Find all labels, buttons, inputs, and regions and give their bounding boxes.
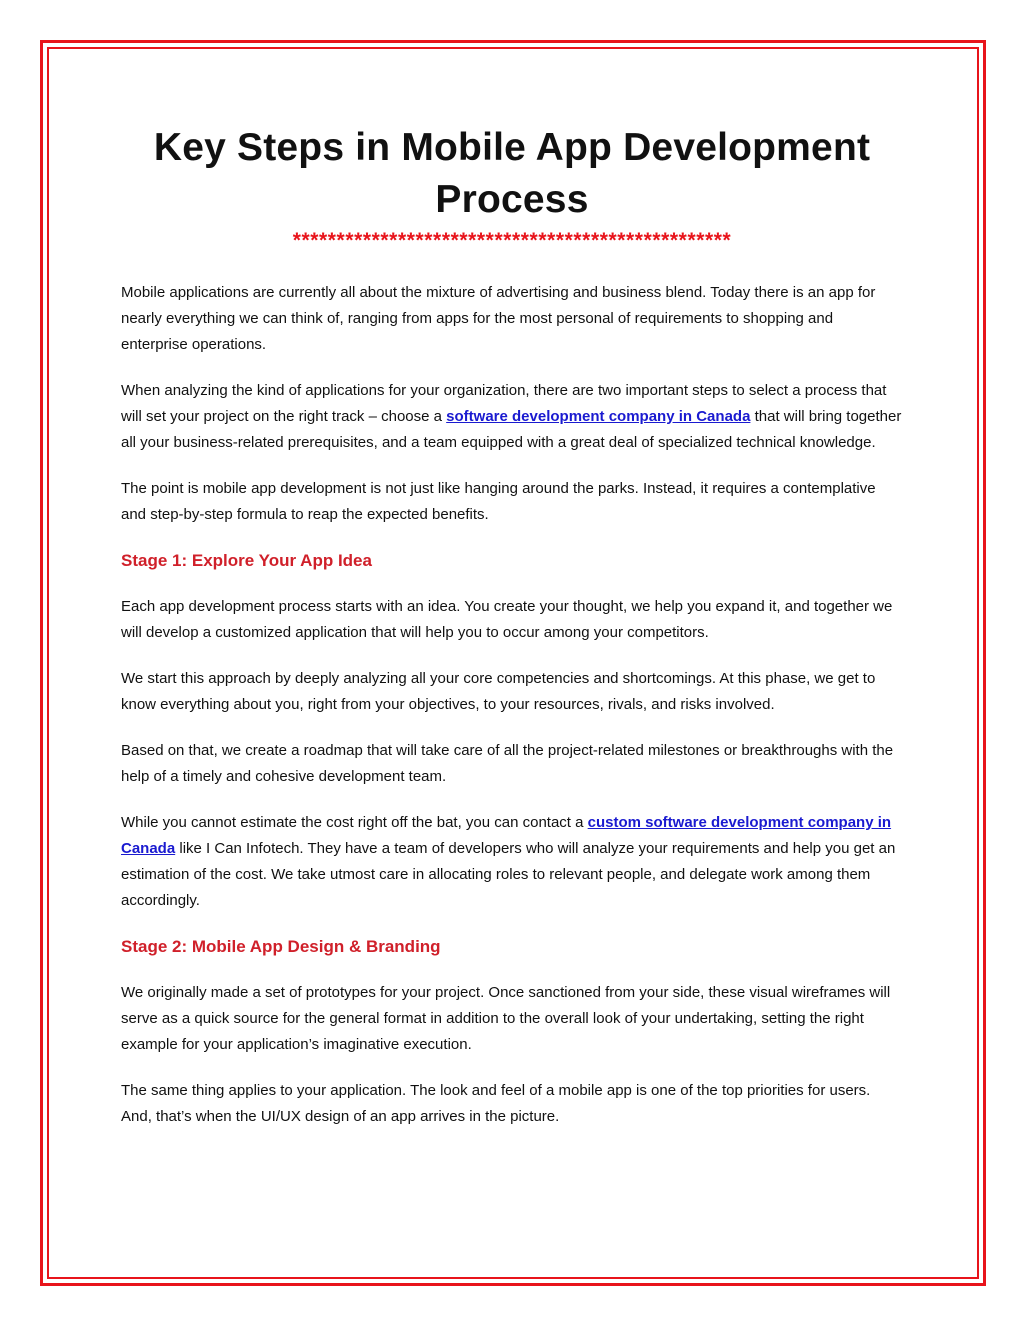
paragraph-intro: Mobile applications are currently all about the mixture of advertising and business blend. Today there is an app for nearly everything we can think of, ranging from apps for the most personal of requirements to shopping and enterprise operations. (121, 284, 876, 353)
paragraph-cost (121, 810, 903, 914)
paragraph-analyzing (121, 378, 903, 456)
title-divider: ************************************************** (292, 229, 732, 252)
paragraph-approach: We start this approach by deeply analyzing all your core competencies and shortcomings. At this phase, we get to know everything about you, right from your objectives, to your resources, rivals, and risks involved. (121, 670, 876, 713)
custom-software-development-link[interactable]: custom software development company in Canada (121, 814, 892, 857)
paragraph-text: While you cannot estimate the cost right off the bat, you can contact a (121, 814, 588, 831)
paragraph-text: that will bring together all your business-related prerequisites, and a team equipped with a great deal of specialized technical knowledge. (121, 408, 902, 451)
stage-2-heading: Stage 2: Mobile App Design & Branding (121, 937, 441, 956)
paragraph-look-and-feel: The same thing applies to your application. The look and feel of a mobile app is one of the top priorities for users. And, that’s when the UI/UX design of an app arrives in the picture. (121, 1082, 871, 1125)
paragraph-point: The point is mobile app development is not just like hanging around the parks. Instead, it requires a contemplative and step-by-step formula to reap the expected benefits. (121, 480, 876, 523)
paragraph-text: like I Can Infotech. They have a team of developers who will analyze your requirements and help you get an estimation of the cost. We take utmost care in allocating roles to relevant people, and delegate work among them accordingly. (121, 840, 896, 909)
document-title: Key Steps in Mobile App Development Process (153, 126, 871, 221)
paragraph-idea: Each app development process starts with an idea. You create your thought, we help you expand it, and together we will develop a customized application that will help you to occur among your competitors. (121, 598, 893, 641)
paragraph-text: When analyzing the kind of applications for your organization, there are two important steps to select a process that will set your project on the right track – choose a (121, 382, 887, 425)
document-body (121, 280, 903, 1130)
paragraph-prototypes: We originally made a set of prototypes for your project. Once sanctioned from your side, these visual wireframes will serve as a quick source for the general format in addition to the overall look of your undertaking, setting the right example for your application’s imaginative execution. (121, 984, 891, 1053)
stage-1-heading: Stage 1: Explore Your App Idea (121, 551, 372, 570)
document-content (121, 122, 903, 1150)
paragraph-roadmap: Based on that, we create a roadmap that will take care of all the project-related milestones or breakthroughs with the help of a timely and cohesive development team. (121, 742, 894, 785)
software-development-company-link[interactable]: software development company in Canada (446, 408, 751, 425)
